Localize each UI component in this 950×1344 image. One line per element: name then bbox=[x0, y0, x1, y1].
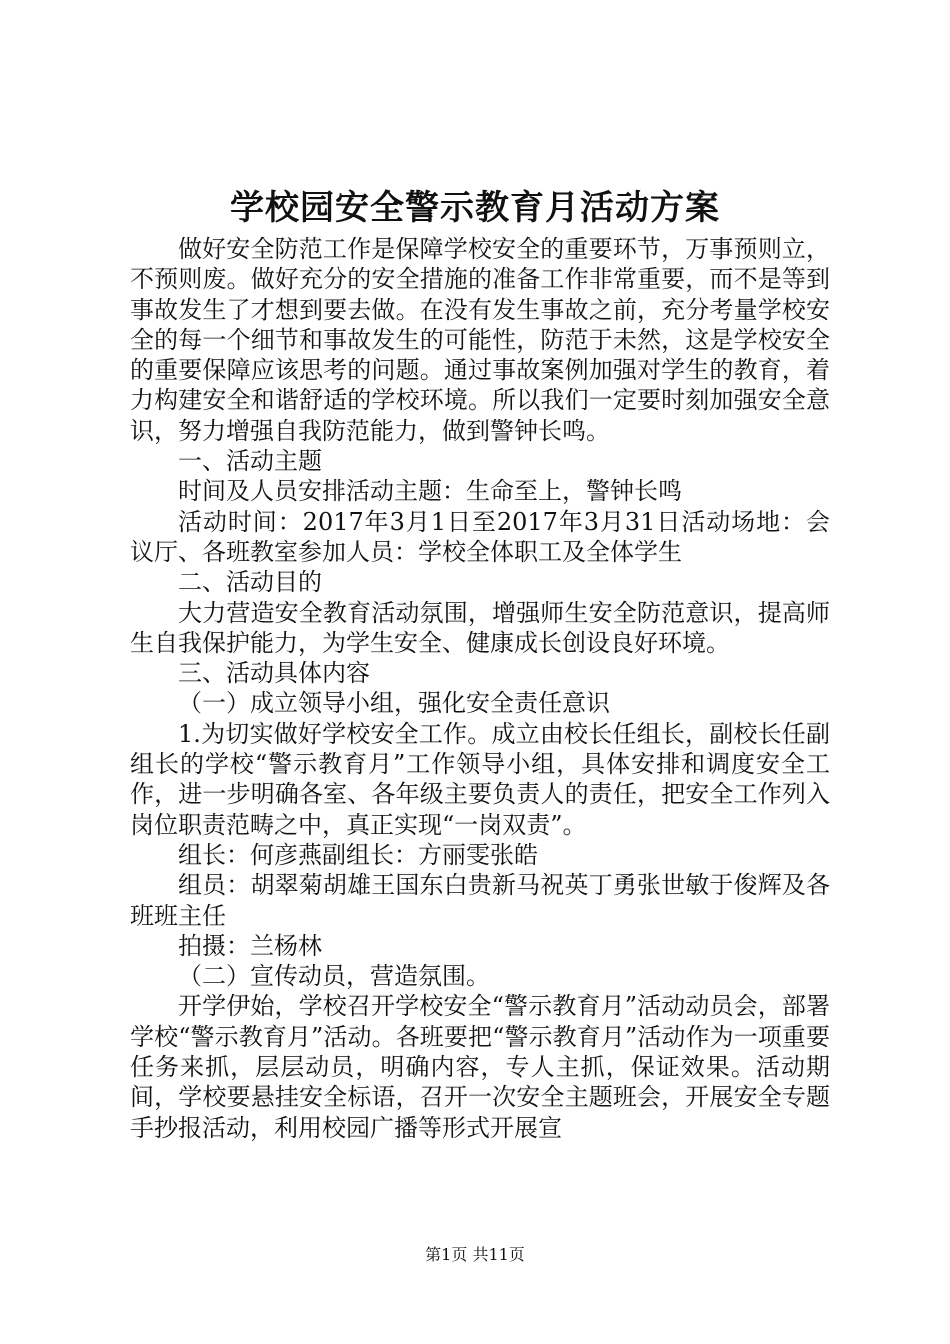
photographer-line: 拍摄：兰杨林 bbox=[178, 931, 322, 960]
theme-paragraph: 时间及人员安排活动主题：生命至上，警钟长鸣 bbox=[178, 477, 682, 506]
leaders-line: 组长：何彦燕副组长：方丽雯张皓 bbox=[178, 840, 538, 869]
page-number-footer: 第1页 共11页 bbox=[425, 1245, 525, 1264]
time-place-paragraph: 活动时间：2017年3月1日至2017年3月31日活动场地：会议厅、各班教室参加人员：学校全体职工及全体学生 bbox=[130, 507, 830, 566]
section-heading-purpose: 二、活动目的 bbox=[178, 568, 322, 597]
subsection-heading-publicity: （二）宣传动员，营造氛围。 bbox=[178, 962, 490, 991]
intro-paragraph: 做好安全防范工作是保障学校安全的重要环节，万事预则立，不预则废。做好充分的安全措施的准备工作非常重要，而不是等到事故发生了才想到要去做。在没有发生事故之前，充分考量学校安全的每一个细节和事故发生的可能性，防范于未然，这是学校安全的重要保障应该思考的问题。通过事故案例加强对学生的教育，着力构建安全和谐舒适的学校环境。所以我们一定要时刻加强安全意识，努力增强自我防范能力，做到警钟长鸣。 bbox=[130, 235, 830, 445]
publicity-paragraph: 开学伊始，学校召开学校安全“警示教育月”活动动员会，部署学校“警示教育月”活动。各班要把“警示教育月”活动作为一项重要任务来抓，层层动员，明确内容，专人主抓，保证效果。活动期间，学校要悬挂安全标语，召开一次安全主题班会，开展安全专题手抄报活动，利用校园广播等形式开展宣 bbox=[130, 992, 830, 1142]
subsection-heading-leadership: （一）成立领导小组，强化安全责任意识 bbox=[178, 689, 610, 718]
document-body bbox=[130, 234, 830, 1143]
leadership-paragraph: 1.为切实做好学校安全工作。成立由校长任组长，副校长任副组长的学校“警示教育月”工作领导小组，具体安排和调度安全工作，进一步明确各室、各年级主要负责人的责任，把安全工作列入岗位职责范畴之中，真正实现“一岗双责”。 bbox=[130, 719, 830, 839]
section-heading-theme: 一、活动主题 bbox=[178, 447, 322, 476]
document-title: 学校园安全警示教育月活动方案 bbox=[230, 188, 720, 228]
members-line: 组员：胡翠菊胡雄王国东白贵新马祝英丁勇张世敏于俊辉及各班班主任 bbox=[130, 871, 830, 930]
purpose-paragraph: 大力营造安全教育活动氛围，增强师生安全防范意识，提高师生自我保护能力，为学生安全、健康成长创设良好环境。 bbox=[130, 598, 830, 657]
section-heading-content: 三、活动具体内容 bbox=[178, 659, 370, 688]
